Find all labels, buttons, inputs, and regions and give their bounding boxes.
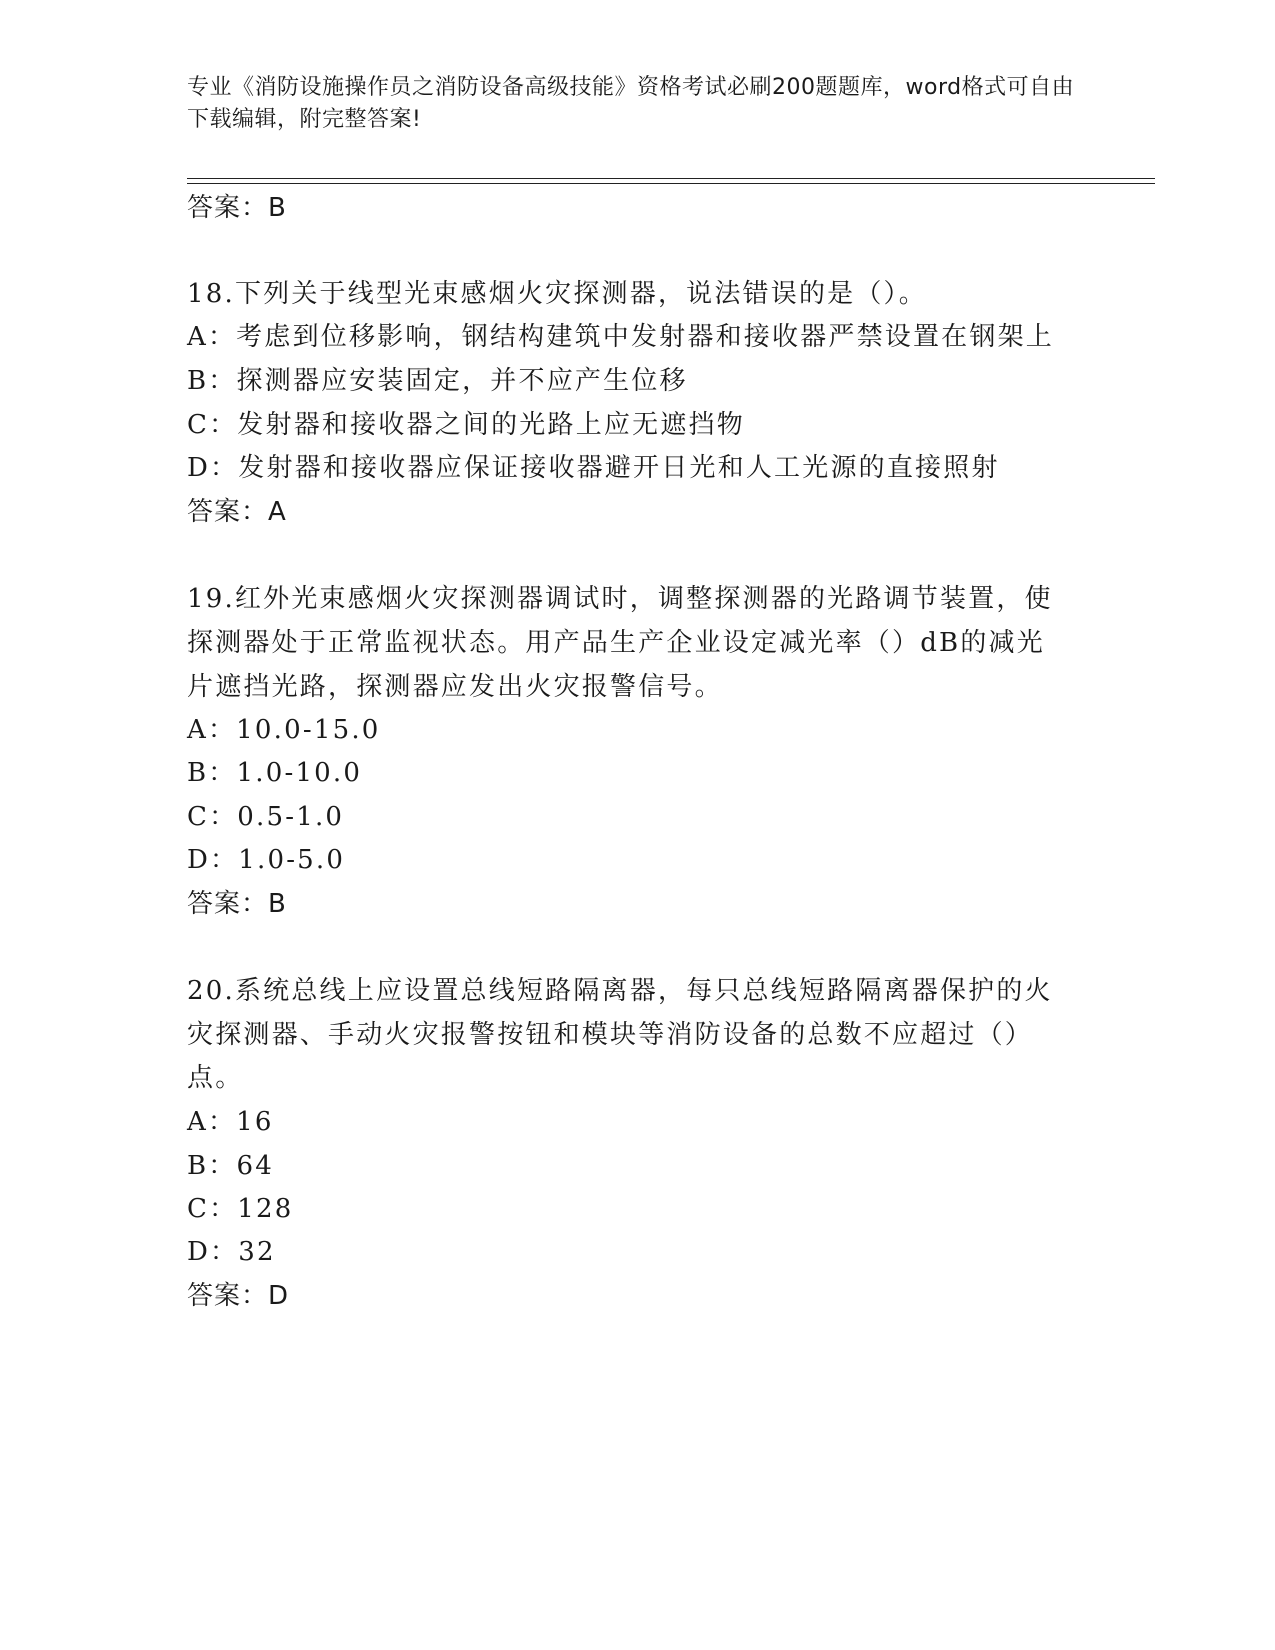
document-header: 专业《消防设施操作员之消防设备高级技能》资格考试必刷200题题库，word格式可自由下载编辑，附完整答案! [187,75,1075,132]
question-18-option-c: C：发射器和接收器之间的光路上应无遮挡物 [187,410,745,440]
question-19-option-d: D：1.0-5.0 [187,845,346,875]
question-20-option-a: A：16 [187,1107,274,1137]
question-20-answer: 答案：D [187,1281,290,1311]
previous-answer: 答案：B [187,193,287,223]
question-20-stem-line-1: 20.系统总线上应设置总线短路隔离器，每只总线短路隔离器保护的火 [187,976,1053,1006]
question-19-stem-line-3: 片遮挡光路，探测器应发出火灾报警信号。 [187,672,723,702]
question-19-option-a: A：10.0-15.0 [187,715,381,745]
question-20-stem-line-2: 灾探测器、手动火灾报警按钮和模块等消防设备的总数不应超过（） [187,1020,1034,1050]
question-18-stem: 18.下列关于线型光束感烟火灾探测器，说法错误的是（）。 [187,279,927,309]
question-18-option-d: D：发射器和接收器应保证接收器避开日光和人工光源的直接照射 [187,453,1000,483]
question-19-option-c: C：0.5-1.0 [187,802,345,832]
question-18-answer: 答案：A [187,497,287,527]
question-20-option-b: B：64 [187,1151,274,1181]
header-rule-bottom [187,183,1155,184]
question-20-option-c: C：128 [187,1194,294,1224]
header-rule-top [187,178,1155,179]
question-19-stem-line-1: 19.红外光束感烟火灾探测器调试时，调整探测器的光路调节装置，使 [187,584,1053,614]
question-19-answer: 答案：B [187,889,287,919]
question-20-stem-line-3: 点。 [187,1063,244,1093]
question-19-stem-line-2: 探测器处于正常监视状态。用产品生产企业设定减光率（）dB的减光 [187,628,1045,658]
question-18-option-b: B：探测器应安装固定，并不应产生位移 [187,366,688,396]
question-18-option-a: A：考虑到位移影响，钢结构建筑中发射器和接收器严禁设置在钢架上 [187,322,1054,352]
question-20-option-d: D：32 [187,1237,276,1267]
question-19-option-b: B：1.0-10.0 [187,758,363,788]
